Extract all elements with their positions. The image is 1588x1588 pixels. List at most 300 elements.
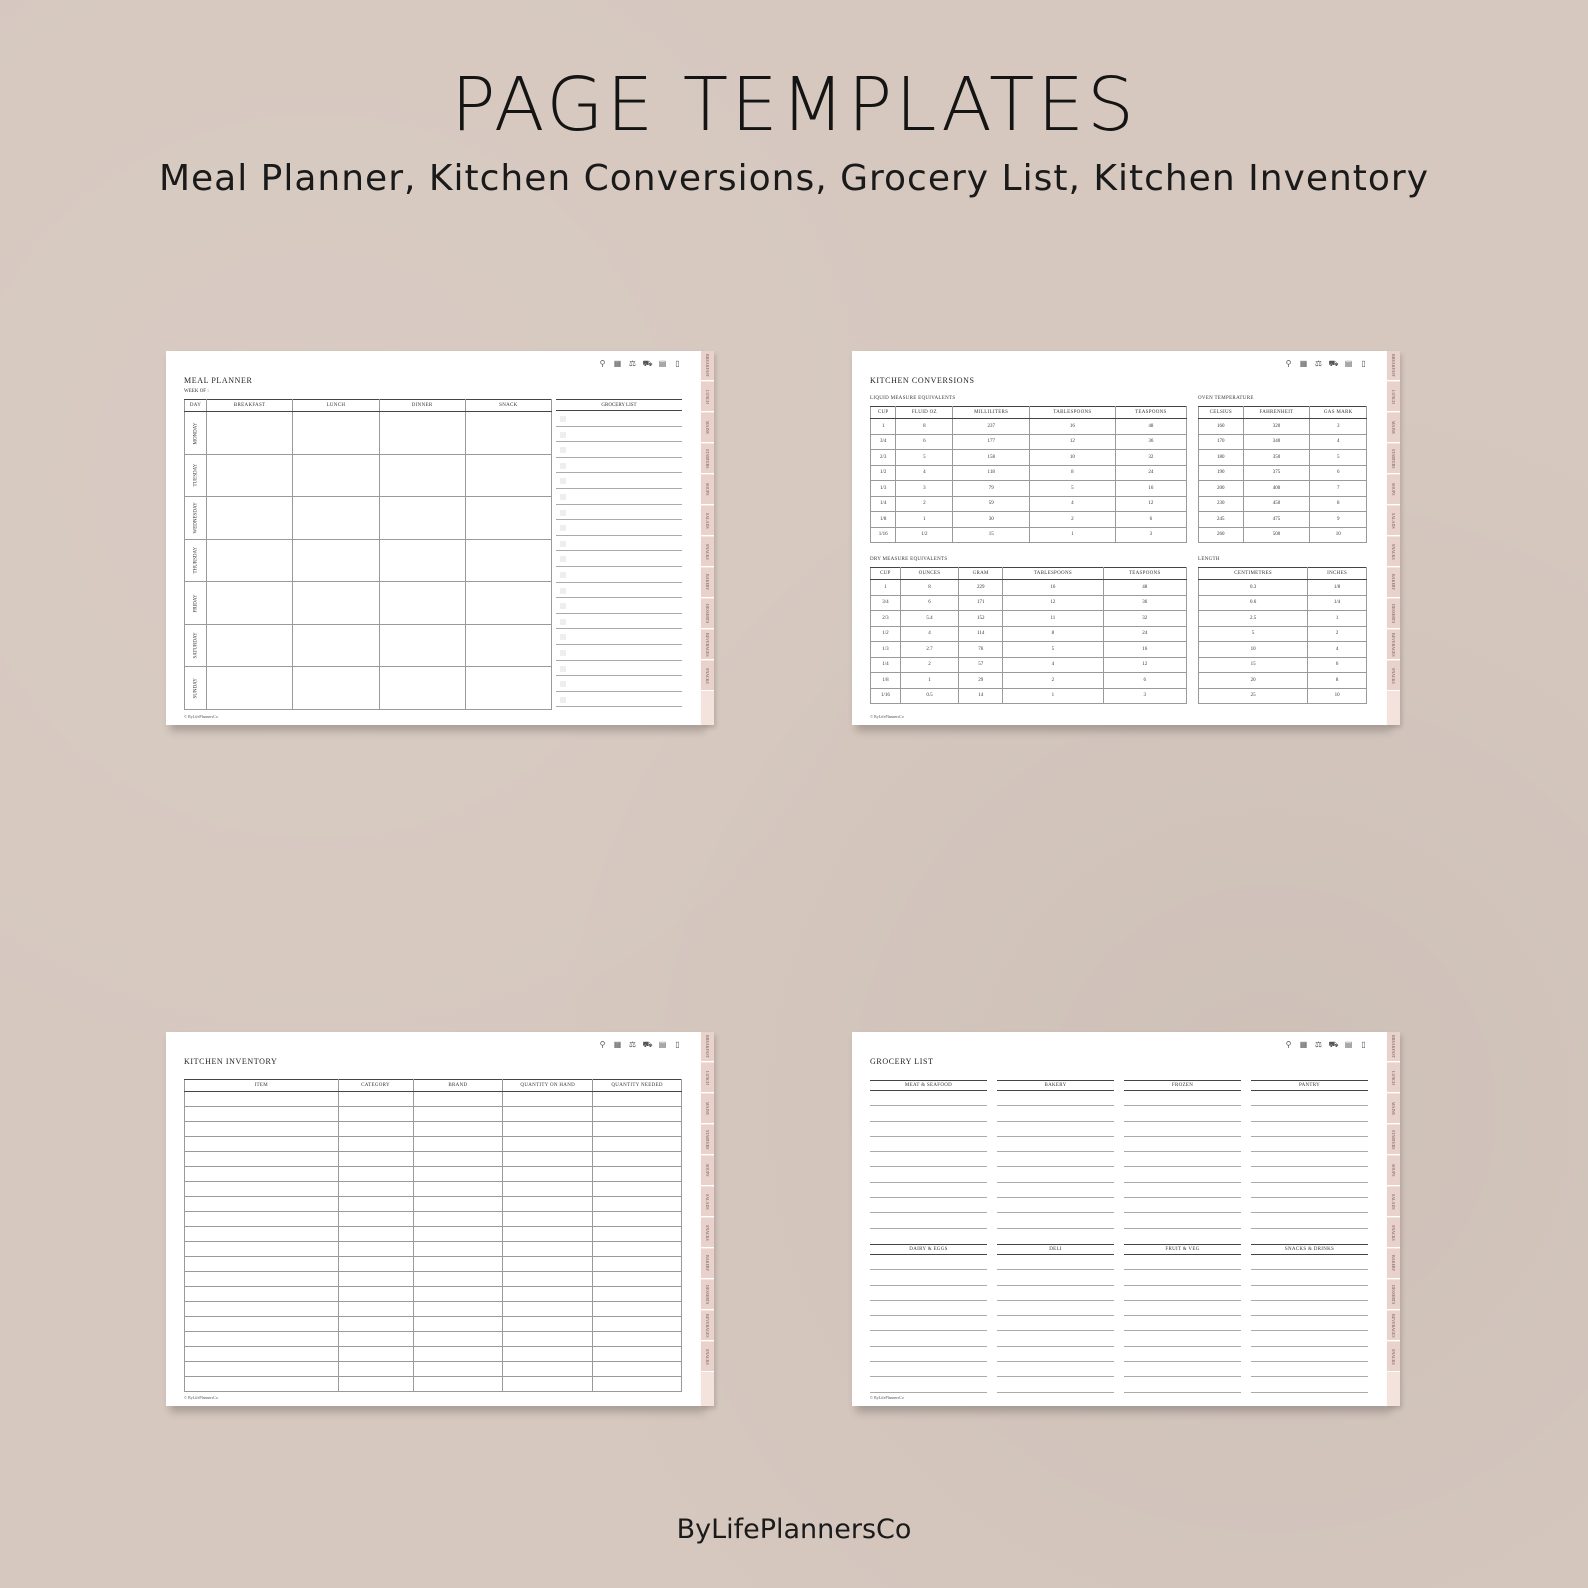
inventory-cell[interactable] [413,1272,503,1287]
grocery-line[interactable] [1251,1301,1368,1316]
inventory-cell[interactable] [185,1242,339,1257]
cart-icon[interactable]: ⛟ [642,359,653,368]
inventory-cell[interactable] [503,1152,593,1167]
inventory-cell[interactable] [185,1197,339,1212]
calendar-icon[interactable]: ▦ [613,359,622,368]
inventory-cell[interactable] [338,1377,413,1392]
tab-starters[interactable]: STARTERS [1387,444,1400,474]
meal-cell[interactable] [207,624,293,667]
meal-cell[interactable] [465,667,551,710]
inventory-cell[interactable] [413,1152,503,1167]
grocery-line[interactable] [1251,1213,1368,1228]
grocery-line[interactable] [870,1122,987,1137]
tab-snacks[interactable]: SNACKS [701,661,714,691]
inventory-cell[interactable] [185,1362,339,1377]
grocery-checkbox-line[interactable] [556,692,682,708]
tab-snacks[interactable]: SNACKS [1387,1218,1400,1248]
grocery-line[interactable] [997,1183,1114,1198]
inventory-cell[interactable] [593,1272,682,1287]
grocery-line[interactable] [1251,1270,1368,1285]
meal-cell[interactable] [293,667,379,710]
meal-cell[interactable] [379,582,465,625]
grocery-line[interactable] [1251,1377,1368,1392]
inventory-cell[interactable] [503,1197,593,1212]
cart-icon[interactable]: ⛟ [1328,1040,1339,1049]
grocery-line[interactable] [870,1301,987,1316]
meal-cell[interactable] [293,582,379,625]
calendar-icon[interactable]: ▦ [613,1040,622,1049]
inventory-cell[interactable] [338,1257,413,1272]
grocery-line[interactable] [870,1091,987,1106]
grocery-line[interactable] [1124,1270,1241,1285]
inventory-cell[interactable] [503,1122,593,1137]
grocery-checkbox-line[interactable] [556,567,682,583]
book-icon[interactable]: ▯ [675,359,680,368]
tab-snacks[interactable]: SNACKS [701,1218,714,1248]
inventory-cell[interactable] [503,1137,593,1152]
tab-desserts[interactable]: DESSERTS [1387,599,1400,629]
inventory-cell[interactable] [185,1152,339,1167]
grocery-line[interactable] [1251,1286,1368,1301]
inventory-cell[interactable] [185,1272,339,1287]
grocery-line[interactable] [870,1270,987,1285]
meal-cell[interactable] [465,582,551,625]
book-icon[interactable]: ▯ [675,1040,680,1049]
grocery-line[interactable] [997,1362,1114,1377]
inventory-cell[interactable] [593,1302,682,1317]
tab-beverages[interactable]: BEVERAGES [1387,630,1400,660]
inventory-cell[interactable] [413,1227,503,1242]
inventory-cell[interactable] [185,1302,339,1317]
grocery-line[interactable] [1251,1122,1368,1137]
meal-cell[interactable] [379,624,465,667]
inventory-cell[interactable] [413,1347,503,1362]
inventory-cell[interactable] [185,1317,339,1332]
inventory-cell[interactable] [413,1092,503,1107]
grocery-line[interactable] [997,1301,1114,1316]
book-icon[interactable]: ▯ [1361,359,1366,368]
tab-mains[interactable]: MAINS [1387,1094,1400,1124]
inventory-cell[interactable] [503,1377,593,1392]
inventory-cell[interactable] [185,1377,339,1392]
cart-icon[interactable]: ⛟ [642,1040,653,1049]
tab-bakery[interactable]: BAKERY [701,1249,714,1279]
grocery-checkbox-line[interactable] [556,427,682,443]
grocery-line[interactable] [1251,1316,1368,1331]
inventory-cell[interactable] [185,1257,339,1272]
clipboard-icon[interactable]: ▤ [1344,359,1353,368]
inventory-cell[interactable] [593,1092,682,1107]
inventory-cell[interactable] [503,1242,593,1257]
clipboard-icon[interactable]: ▤ [658,359,667,368]
tab-breakfast[interactable]: BREAKFAST [701,351,714,381]
grocery-checkbox-line[interactable] [556,661,682,677]
grocery-line[interactable] [870,1362,987,1377]
grocery-line[interactable] [1124,1183,1241,1198]
grocery-checkbox-line[interactable] [556,598,682,614]
meal-cell[interactable] [465,624,551,667]
calendar-icon[interactable]: ▦ [1299,359,1308,368]
grocery-line[interactable] [1124,1377,1241,1392]
grocery-line[interactable] [1124,1316,1241,1331]
grocery-line[interactable] [1251,1347,1368,1362]
clipboard-icon[interactable]: ▤ [658,1040,667,1049]
tab-soups[interactable]: SOUPS [1387,1156,1400,1186]
tab-lunch[interactable]: LUNCH [701,382,714,412]
grocery-checkbox-line[interactable] [556,536,682,552]
grocery-line[interactable] [997,1091,1114,1106]
inventory-cell[interactable] [413,1257,503,1272]
inventory-cell[interactable] [593,1287,682,1302]
meal-cell[interactable] [293,497,379,540]
inventory-cell[interactable] [503,1092,593,1107]
meal-cell[interactable] [207,454,293,497]
grocery-line[interactable] [997,1137,1114,1152]
tab-bakery[interactable]: BAKERY [1387,568,1400,598]
inventory-cell[interactable] [503,1107,593,1122]
tab-bakery[interactable]: BAKERY [701,568,714,598]
meal-cell[interactable] [293,624,379,667]
meal-cell[interactable] [465,412,551,455]
table-row [185,1317,682,1332]
meal-cell[interactable] [207,667,293,710]
inventory-cell[interactable] [185,1122,339,1137]
table-row [1199,611,1367,627]
meal-cell[interactable] [293,539,379,582]
grocery-line[interactable] [1251,1331,1368,1346]
inventory-cell[interactable] [593,1257,682,1272]
grocery-line[interactable] [870,1106,987,1121]
meal-cell[interactable] [379,539,465,582]
grocery-line[interactable] [870,1152,987,1167]
table-cell: 1/4 [871,496,896,512]
meal-cell[interactable] [379,454,465,497]
tab-snacks[interactable]: SNACKS [701,1342,714,1372]
inventory-cell[interactable] [185,1167,339,1182]
table-cell: 0.5 [900,688,958,704]
inventory-cell[interactable] [338,1302,413,1317]
grocery-line[interactable] [1124,1152,1241,1167]
scale-icon[interactable]: ⚖ [1314,359,1323,368]
grocery-line[interactable] [870,1137,987,1152]
inventory-cell[interactable] [593,1122,682,1137]
inventory-cell[interactable] [413,1197,503,1212]
inventory-cell[interactable] [185,1347,339,1362]
search-icon[interactable]: ⚲ [599,1040,606,1049]
grocery-line[interactable] [997,1106,1114,1121]
tab-lunch[interactable]: LUNCH [1387,382,1400,412]
inventory-cell[interactable] [413,1362,503,1377]
tab-mains[interactable]: MAINS [701,413,714,443]
grocery-line[interactable] [1124,1213,1241,1228]
tab-lunch[interactable]: LUNCH [1387,1063,1400,1093]
grocery-checkbox-line[interactable] [556,458,682,474]
inventory-cell[interactable] [503,1317,593,1332]
grocery-line[interactable] [997,1255,1114,1270]
search-icon[interactable]: ⚲ [599,359,606,368]
grocery-checkbox-line[interactable] [556,520,682,536]
tab-lunch[interactable]: LUNCH [701,1063,714,1093]
inventory-cell[interactable] [413,1167,503,1182]
tab-bakery[interactable]: BAKERY [1387,1249,1400,1279]
meal-cell[interactable] [293,454,379,497]
inventory-cell[interactable] [338,1092,413,1107]
liquid-label: LIQUID MEASURE EQUIVALENTS [870,396,956,401]
tab-desserts[interactable]: DESSERTS [701,1280,714,1310]
inventory-cell[interactable] [338,1152,413,1167]
grocery-line[interactable] [1124,1167,1241,1182]
inventory-cell[interactable] [593,1317,682,1332]
inventory-cell[interactable] [185,1137,339,1152]
meal-cell[interactable] [207,497,293,540]
tab-salads[interactable]: SALADS [1387,1187,1400,1217]
tab-starters[interactable]: STARTERS [1387,1125,1400,1155]
grocery-checkbox-line[interactable] [556,489,682,505]
grocery-line[interactable] [1124,1286,1241,1301]
inventory-cell[interactable] [593,1182,682,1197]
tab-starters[interactable]: STARTERS [701,444,714,474]
grocery-line[interactable] [870,1286,987,1301]
inventory-cell[interactable] [503,1287,593,1302]
inventory-cell[interactable] [413,1242,503,1257]
grocery-line[interactable] [1251,1198,1368,1213]
inventory-cell[interactable] [338,1212,413,1227]
inventory-cell[interactable] [338,1272,413,1287]
grocery-line[interactable] [997,1316,1114,1331]
grocery-line[interactable] [997,1213,1114,1228]
meal-cell[interactable] [207,539,293,582]
inventory-cell[interactable] [338,1182,413,1197]
grocery-checkbox-line[interactable] [556,614,682,630]
grocery-line[interactable] [870,1316,987,1331]
inventory-cell[interactable] [185,1332,339,1347]
inventory-cell[interactable] [185,1212,339,1227]
inventory-cell[interactable] [338,1122,413,1137]
inventory-cell[interactable] [503,1257,593,1272]
tab-mains[interactable]: MAINS [701,1094,714,1124]
inventory-cell[interactable] [413,1377,503,1392]
grocery-line[interactable] [1124,1106,1241,1121]
table-row [1199,688,1367,704]
grocery-line[interactable] [870,1377,987,1392]
grocery-checkbox-line[interactable] [556,583,682,599]
grocery-line[interactable] [997,1152,1114,1167]
tab-desserts[interactable]: DESSERTS [1387,1280,1400,1310]
inventory-cell[interactable] [503,1362,593,1377]
grocery-line[interactable] [870,1331,987,1346]
table-cell: 1 [1003,688,1103,704]
column-header: BRAND [413,1080,503,1092]
grocery-line[interactable] [1251,1362,1368,1377]
scale-icon[interactable]: ⚖ [1314,1040,1323,1049]
grocery-checkbox-line[interactable] [556,629,682,645]
meal-cell[interactable] [465,454,551,497]
inventory-cell[interactable] [185,1287,339,1302]
inventory-cell[interactable] [593,1347,682,1362]
inventory-cell[interactable] [413,1287,503,1302]
table-cell: 24 [1115,465,1186,481]
tab-breakfast[interactable]: BREAKFAST [1387,351,1400,381]
grocery-line[interactable] [1251,1137,1368,1152]
grocery-line[interactable] [997,1286,1114,1301]
grocery-checkbox-line[interactable] [556,645,682,661]
grocery-line[interactable] [1124,1122,1241,1137]
tab-starters[interactable]: STARTERS [701,1125,714,1155]
scale-icon[interactable]: ⚖ [628,1040,637,1049]
meal-cell[interactable] [207,582,293,625]
inventory-cell[interactable] [413,1107,503,1122]
grocery-line[interactable] [1251,1167,1368,1182]
inventory-cell[interactable] [413,1122,503,1137]
grocery-line[interactable] [1124,1331,1241,1346]
tab-desserts[interactable]: DESSERTS [701,599,714,629]
tab-salads[interactable]: SALADS [701,506,714,536]
meal-cell[interactable] [465,539,551,582]
tab-beverages[interactable]: BEVERAGES [1387,1311,1400,1341]
grocery-line[interactable] [870,1347,987,1362]
tab-salads[interactable]: SALADS [701,1187,714,1217]
clipboard-icon[interactable]: ▤ [1344,1040,1353,1049]
meal-cell[interactable] [465,497,551,540]
inventory-cell[interactable] [185,1182,339,1197]
tab-soups[interactable]: SOUPS [701,475,714,505]
search-icon[interactable]: ⚲ [1285,359,1292,368]
inventory-cell[interactable] [413,1302,503,1317]
cart-icon[interactable]: ⛟ [1328,359,1339,368]
table-row [1199,527,1367,543]
inventory-cell[interactable] [593,1212,682,1227]
grocery-line[interactable] [1251,1255,1368,1270]
grocery-checkbox-line[interactable] [556,442,682,458]
inventory-cell[interactable] [338,1347,413,1362]
inventory-cell[interactable] [593,1362,682,1377]
grocery-line[interactable] [1124,1301,1241,1316]
inventory-cell[interactable] [503,1302,593,1317]
inventory-cell[interactable] [338,1317,413,1332]
inventory-cell[interactable] [185,1107,339,1122]
grocery-line[interactable] [997,1198,1114,1213]
inventory-cell[interactable] [593,1332,682,1347]
tab-breakfast[interactable]: BREAKFAST [1387,1032,1400,1062]
grocery-line[interactable] [997,1270,1114,1285]
inventory-cell[interactable] [185,1092,339,1107]
meal-planner-title: MEAL PLANNER [184,376,253,385]
grocery-line[interactable] [1124,1137,1241,1152]
grocery-line[interactable] [870,1183,987,1198]
inventory-cell[interactable] [503,1272,593,1287]
inventory-cell[interactable] [503,1347,593,1362]
grocery-line[interactable] [997,1347,1114,1362]
tab-snacks[interactable]: SNACKS [1387,1342,1400,1372]
grocery-line[interactable] [997,1331,1114,1346]
inventory-cell[interactable] [338,1197,413,1212]
grocery-checkbox-line[interactable] [556,411,682,427]
inventory-cell[interactable] [593,1137,682,1152]
inventory-cell[interactable] [503,1167,593,1182]
inventory-cell[interactable] [503,1212,593,1227]
inventory-cell[interactable] [338,1167,413,1182]
tab-snacks[interactable]: SNACKS [1387,661,1400,691]
tab-snacks[interactable]: SNACKS [701,537,714,567]
tab-snacks[interactable]: SNACKS [1387,537,1400,567]
inventory-cell[interactable] [593,1377,682,1392]
grocery-line[interactable] [1124,1362,1241,1377]
grocery-line[interactable] [997,1122,1114,1137]
inventory-cell[interactable] [338,1107,413,1122]
inventory-cell[interactable] [593,1227,682,1242]
tab-mains[interactable]: MAINS [1387,413,1400,443]
grocery-line[interactable] [1251,1152,1368,1167]
grocery-checkbox-line[interactable] [556,551,682,567]
inventory-cell[interactable] [338,1287,413,1302]
meal-cell[interactable] [379,497,465,540]
grocery-line[interactable] [870,1198,987,1213]
inventory-cell[interactable] [413,1137,503,1152]
meal-cell[interactable] [207,412,293,455]
meal-cell[interactable] [379,667,465,710]
grocery-line[interactable] [1251,1091,1368,1106]
grocery-checkbox-line[interactable] [556,505,682,521]
grocery-line[interactable] [1251,1183,1368,1198]
tab-soups[interactable]: SOUPS [1387,475,1400,505]
grocery-line[interactable] [1124,1091,1241,1106]
inventory-cell[interactable] [338,1242,413,1257]
grocery-line[interactable] [870,1255,987,1270]
tab-strip [701,351,714,725]
inventory-cell[interactable] [593,1167,682,1182]
inventory-cell[interactable] [593,1242,682,1257]
inventory-cell[interactable] [185,1227,339,1242]
inventory-cell[interactable] [413,1317,503,1332]
inventory-cell[interactable] [413,1182,503,1197]
meal-cell[interactable] [293,412,379,455]
tab-salads[interactable]: SALADS [1387,506,1400,536]
book-icon[interactable]: ▯ [1361,1040,1366,1049]
inventory-cell[interactable] [338,1362,413,1377]
inventory-cell[interactable] [503,1227,593,1242]
inventory-cell[interactable] [338,1137,413,1152]
inventory-cell[interactable] [593,1197,682,1212]
grocery-checkbox-line[interactable] [556,473,682,489]
inventory-cell[interactable] [338,1227,413,1242]
tab-soups[interactable]: SOUPS [701,1156,714,1186]
grocery-line[interactable] [1251,1106,1368,1121]
grocery-line[interactable] [997,1377,1114,1392]
inventory-cell[interactable] [413,1332,503,1347]
column-header: TABLESPOONS [1003,568,1103,580]
grocery-line[interactable] [1124,1198,1241,1213]
inventory-cell[interactable] [338,1332,413,1347]
inventory-cell[interactable] [593,1107,682,1122]
inventory-cell[interactable] [503,1332,593,1347]
grocery-checkbox-line[interactable] [556,676,682,692]
grocery-line[interactable] [1124,1347,1241,1362]
inventory-cell[interactable] [593,1152,682,1167]
search-icon[interactable]: ⚲ [1285,1040,1292,1049]
grocery-line[interactable] [997,1167,1114,1182]
grocery-line[interactable] [1124,1255,1241,1270]
calendar-icon[interactable]: ▦ [1299,1040,1308,1049]
inventory-cell[interactable] [413,1212,503,1227]
tab-breakfast[interactable]: BREAKFAST [701,1032,714,1062]
inventory-cell[interactable] [503,1182,593,1197]
meal-cell[interactable] [379,412,465,455]
tab-beverages[interactable]: BEVERAGES [701,1311,714,1341]
tab-beverages[interactable]: BEVERAGES [701,630,714,660]
grocery-line[interactable] [870,1213,987,1228]
grocery-line[interactable] [870,1167,987,1182]
scale-icon[interactable]: ⚖ [628,359,637,368]
